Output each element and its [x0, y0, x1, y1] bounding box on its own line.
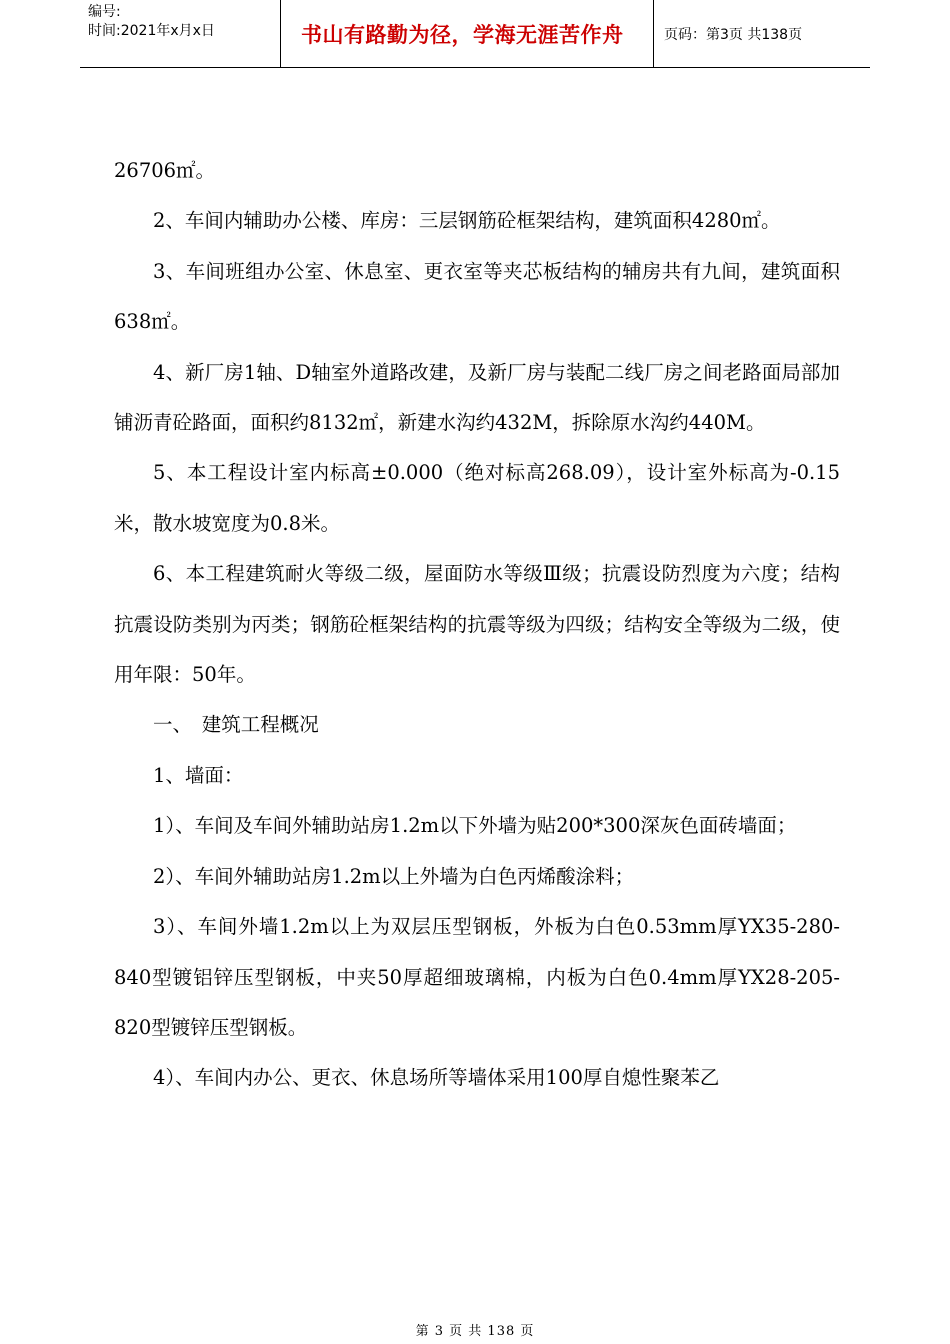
paragraph-sub-4: 4）、车间内办公、更衣、休息场所等墙体采用100厚自熄性聚苯乙 — [153, 1066, 720, 1090]
paragraph-item-6: 6、本工程建筑耐火等级二级，屋面防水等级Ⅲ级；抗震设防烈度为六度；结构抗震设防类别为丙类；钢筋砼框架结构的抗震等级为四级；结构安全等级为二级，使用年限：50年。 — [114, 562, 840, 687]
header-number-label: 编号: — [88, 4, 121, 20]
header-meta — [80, 0, 280, 67]
paragraph-sub-1: 1）、车间及车间外辅助站房1.2m以下外墙为贴200*300深灰色面砖墙面； — [153, 814, 797, 838]
paragraph-item-5: 5、本工程设计室内标高±0.000（绝对标高268.09），设计室外标高为-0.15米，散水坡宽度为0.8米。 — [114, 461, 840, 535]
header-time-label: 时间:2021年x月x日 — [88, 23, 215, 39]
page-footer: 第 3 页 共 138 页 — [415, 1324, 535, 1339]
paragraph-item-3: 3、车间班组办公室、休息室、更衣室等夹芯板结构的辅房共有九间，建筑面积638㎡。 — [114, 259, 840, 334]
header-motto: 书山有路勤为径，学海无涯苦作舟 — [280, 0, 654, 67]
subsection-heading: 1、墙面： — [153, 763, 244, 787]
header-page-info: 页码：第3页 共138页 — [664, 26, 803, 43]
paragraph-sub-3: 3）、车间外墙1.2m以上为双层压型钢板，外板为白色0.53mm厚YX35-280-840型镀铝锌压型钢板，中夹50厚超细玻璃棉，内板为白色0.4mm厚YX28-205-820型镀锌压型钢板。 — [114, 915, 840, 1039]
page-header — [80, 0, 870, 68]
paragraph-continuation: 26706㎡。 — [114, 159, 216, 182]
section-heading: 一、 建筑工程概况 — [153, 713, 319, 737]
document-body — [114, 146, 840, 1104]
paragraph-item-2: 2、车间内辅助办公楼、库房：三层钢筋砼框架结构，建筑面积4280㎡。 — [153, 209, 781, 233]
paragraph-sub-2: 2）、车间外辅助站房1.2m以上外墙为白色丙烯酸涂料； — [153, 864, 635, 888]
paragraph-item-4: 4、新厂房1轴、D轴室外道路改建，及新厂房与装配二线厂房之间老路面局部加铺沥青砼路面，面积约8132㎡，新建水沟约432M，拆除原水沟约440M。 — [114, 360, 840, 435]
